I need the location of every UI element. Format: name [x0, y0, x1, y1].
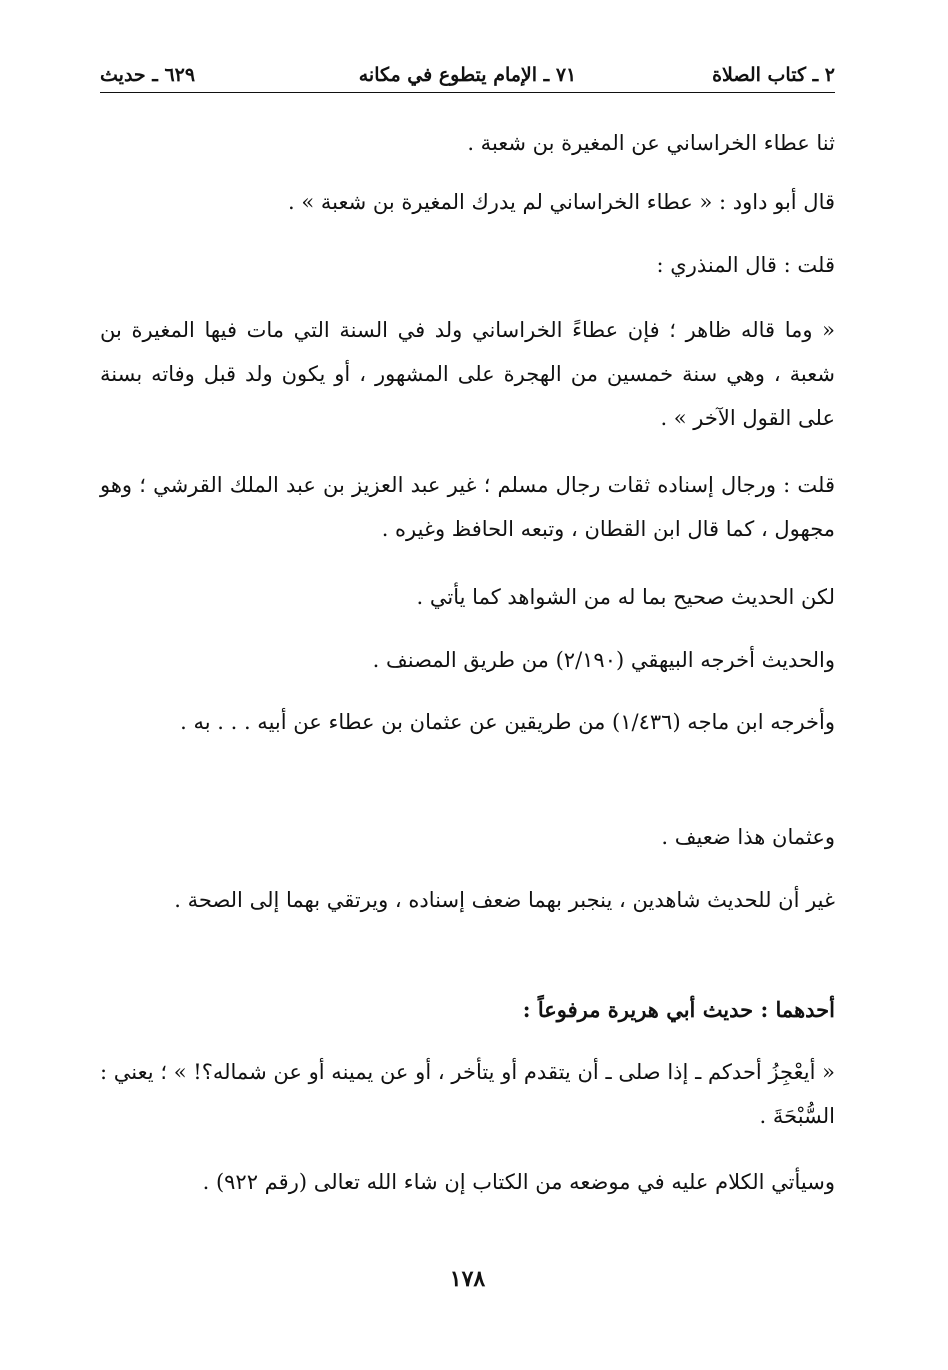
- paragraph-10: غير أن للحديث شاهدين ، ينجبر بهما ضعف إسناده ، ويرتقي بهما إلى الصحة .: [174, 888, 835, 912]
- paragraph-6: لكن الحديث صحيح بما له من الشواهد كما يأتي .: [416, 585, 835, 609]
- paragraph-2: قال أبو داود : « عطاء الخراساني لم يدرك المغيرة بن شعبة » .: [288, 190, 835, 214]
- paragraph-4: « وما قاله ظاهر ؛ فإن عطاءً الخراساني ولد في السنة التي مات فيها المغيرة بن شعبة ، وهي سنة خمسين من الهجرة على المشهور ، أو يكون ولد قبل وفاته بسنة على القول الآخر » .: [100, 318, 835, 430]
- paragraph-7: والحديث أخرجه البيهقي (٢/١٩٠) من طريق المصنف .: [372, 648, 835, 672]
- running-header: [100, 62, 835, 93]
- document-page: [100, 0, 835, 1370]
- paragraph-12: « أيعْجِزُ أحدكم ـ إذا صلى ـ أن يتقدم أو يتأخر ، أو عن يمينه أو عن شماله؟! » ؛ يعني : السُّبْحَةَ .: [100, 1060, 835, 1128]
- paragraph-9: وعثمان هذا ضعيف .: [661, 825, 835, 849]
- header-book-title: ٢ ـ كتاب الصلاة: [712, 64, 835, 86]
- paragraph-5: قلت : ورجال إسناده ثقات رجال مسلم ؛ غير عبد العزيز بن عبد الملك القرشي ؛ وهو مجهول ، كما قال ابن القطان ، وتبعه الحافظ وغيره .: [100, 473, 835, 541]
- paragraph-3: قلت : قال المنذري :: [656, 253, 835, 277]
- page-number: ١٧٨: [449, 1266, 486, 1292]
- paragraph-13: وسيأتي الكلام عليه في موضعه من الكتاب إن شاء الله تعالى (رقم ٩٢٢) .: [202, 1170, 835, 1194]
- header-chapter-title: ٧١ ـ الإمام يتطوع في مكانه: [358, 64, 577, 86]
- paragraph-1: ثنا عطاء الخراساني عن المغيرة بن شعبة .: [467, 131, 835, 155]
- header-hadith-number: ٦٢٩ ـ حديث: [100, 64, 196, 86]
- paragraph-11: أحدهما : حديث أبي هريرة مرفوعاً :: [522, 997, 835, 1022]
- paragraph-8: وأخرجه ابن ماجه (١/٤٣٦) من طريقين عن عثمان بن عطاء عن أبيه . . . به .: [180, 710, 835, 734]
